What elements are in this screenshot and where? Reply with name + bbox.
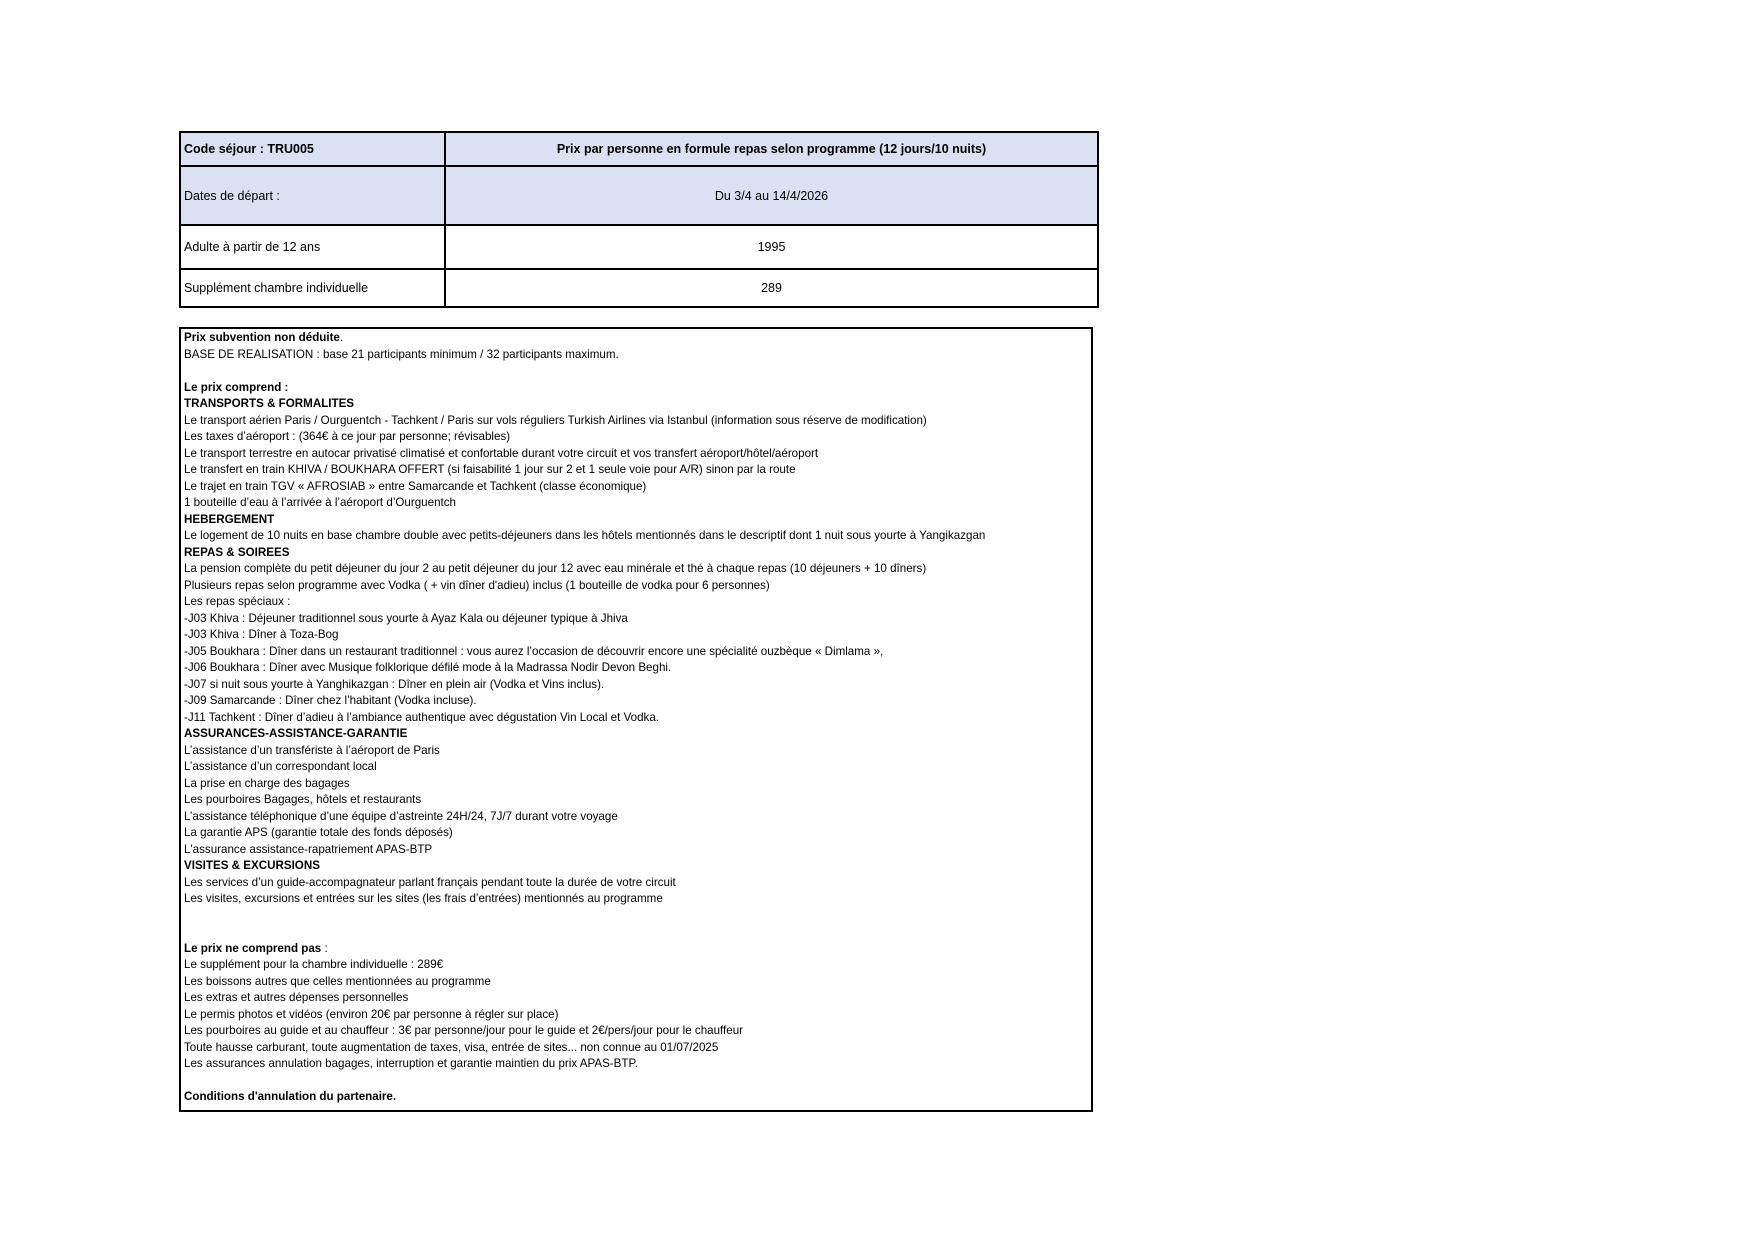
list-item: La prise en charge des bagages	[184, 776, 350, 790]
list-item: Le logement de 10 nuits en base chambre double avec petits-déjeuners dans les hôtels mentionnés dans le descriptif dont 1 nuit sous yourte à Yangikazgan	[184, 529, 986, 542]
table-row-single	[180, 269, 1098, 307]
list-item: -J03 Khiva : Dîner à Toza-Bog	[184, 628, 339, 641]
list-item: La pension complète du petit déjeuner du jour 2 au petit déjeuner du jour 12 avec eau minérale et thé à chaque repas (10 déjeuners + 10 dîners)	[184, 562, 927, 575]
list-item: Les assurances annulation bagages, interruption et garantie maintien du prix APAS-BTP.	[184, 1057, 638, 1070]
details-box	[179, 327, 1093, 1112]
list-item: -J11 Tachkent : Dîner d’adieu à l’ambiance authentique avec dégustation Vin Local et Vodka.	[184, 710, 660, 724]
cancellation-conditions: Conditions d'annulation du partenaire.	[184, 1090, 397, 1103]
list-item: Les pourboires Bagages, hôtels et restaurants	[184, 793, 422, 806]
hebergement-list	[184, 528, 1088, 545]
list-item: -J05 Boukhara : Dîner dans un restaurant traditionnel : vous aurez l’occasion de découvrir encore une spécialité ouzbèque « Dimlama »,	[184, 644, 884, 658]
list-item: L’assistance d’un transfériste à l’aéroport de Paris	[184, 743, 440, 757]
section-title-hebergement: HEBERGEMENT	[184, 512, 275, 526]
single-label-cell: Supplément chambre individuelle	[180, 269, 445, 307]
transports-list	[184, 413, 1088, 512]
list-item: 1 bouteille d’eau à l’arrivée à l’aéroport d’Ourguentch	[184, 496, 456, 509]
spacer	[184, 363, 1088, 380]
list-item: Les taxes d’aéroport : (364€ à ce jour par personne; révisables)	[184, 430, 511, 443]
table-row-dates	[180, 166, 1098, 225]
list-item: Les extras et autres dépenses personnelles	[184, 991, 409, 1004]
list-item: -J06 Boukhara : Dîner avec Musique folklorique défilé mode à la Madrassa Nodir Devon Beghi.	[184, 661, 672, 674]
list-item: Les services d’un guide-accompagnateur parlant français pendant toute la durée de votre circuit	[184, 875, 676, 889]
visites-list	[184, 875, 1088, 908]
dates-label-cell: Dates de départ :	[180, 166, 445, 225]
spacer	[184, 1073, 1088, 1090]
includes-title: Le prix comprend :	[184, 380, 289, 394]
list-item: Le trajet en train TGV « AFROSIAB » entre Samarcande et Tachkent (classe économique)	[184, 479, 647, 493]
section-title-repas: REPAS & SOIREES	[184, 545, 290, 559]
list-item: -J09 Samarcande : Dîner chez l’habitant (Vodka incluse).	[184, 694, 477, 707]
repas-list	[184, 561, 1088, 726]
base-info: BASE DE REALISATION : base 21 participants minimum / 32 participants maximum.	[184, 347, 619, 361]
single-price-cell: 289	[445, 269, 1098, 307]
subsidy-note: Prix subvention non déduite.	[184, 331, 344, 344]
table-row-adult	[180, 225, 1098, 269]
list-item: Le permis photos et vidéos (environ 20€ par personne à régler sur place)	[184, 1007, 559, 1021]
spacer	[184, 908, 1088, 925]
list-item: Toute hausse carburant, toute augmentation de taxes, visa, entrée de sites... non connue au 01/07/2025	[184, 1040, 719, 1054]
list-item: L'assurance assistance-rapatriement APAS-BTP	[184, 842, 433, 856]
list-item: -J07 si nuit sous yourte à Yanghikazgan : Dîner en plein air (Vodka et Vins inclus).	[184, 677, 605, 691]
adult-label-cell: Adulte à partir de 12 ans	[180, 225, 445, 269]
stay-code-cell: Code séjour : TRU005	[180, 132, 445, 166]
list-item: La garantie APS (garantie totale des fonds déposés)	[184, 826, 453, 839]
table-row-header	[180, 132, 1098, 166]
list-item: Le transport terrestre en autocar privatisé climatisé et confortable durant votre circuit et vos transfert aéroport/hôtel/aéroport	[184, 446, 819, 460]
list-item: Les pourboires au guide et au chauffeur : 3€ par personne/jour pour le guide et 2€/pers/jour pour le chauffeur	[184, 1024, 744, 1037]
list-item: Le transport aérien Paris / Ourguentch - Tachkent / Paris sur vols réguliers Turkish Airlines via Istanbul (information sous réserve de modification)	[184, 413, 927, 427]
list-item: Les boissons autres que celles mentionnées au programme	[184, 974, 491, 988]
excludes-title: Le prix ne comprend pas :	[184, 941, 328, 955]
price-header-cell: Prix par personne en formule repas selon programme (12 jours/10 nuits)	[445, 132, 1098, 166]
assurances-list	[184, 743, 1088, 859]
list-item: Plusieurs repas selon programme avec Vodka ( + vin dîner d'adieu) inclus (1 bouteille de vodka pour 6 personnes)	[184, 578, 770, 592]
list-item: -J03 Khiva : Déjeuner traditionnel sous yourte à Ayaz Kala ou déjeuner typique à Jhiva	[184, 611, 628, 625]
list-item: L’assistance d’un correspondant local	[184, 760, 377, 773]
list-item: Le transfert en train KHIVA / BOUKHARA OFFERT (si faisabilité 1 jour sur 2 et 1 seule voie pour A/R) sinon par la route	[184, 463, 796, 476]
list-item: Les repas spéciaux :	[184, 595, 291, 608]
dates-value-cell: Du 3/4 au 14/4/2026	[445, 166, 1098, 225]
excludes-list	[184, 957, 1088, 1073]
section-title-transports: TRANSPORTS & FORMALITES	[184, 397, 355, 410]
section-title-visites: VISITES & EXCURSIONS	[184, 859, 320, 872]
list-item: Les visites, excursions et entrées sur les sites (les frais d’entrées) mentionnés au programme	[184, 892, 663, 905]
spacer	[184, 924, 1088, 941]
section-title-assurances: ASSURANCES-ASSISTANCE-GARANTIE	[184, 727, 408, 740]
price-table	[179, 131, 1099, 308]
adult-price-cell: 1995	[445, 225, 1098, 269]
list-item: L’assistance téléphonique d’une équipe d’astreinte 24H/24, 7J/7 durant votre voyage	[184, 809, 618, 823]
list-item: Le supplément pour la chambre individuelle : 289€	[184, 958, 444, 971]
